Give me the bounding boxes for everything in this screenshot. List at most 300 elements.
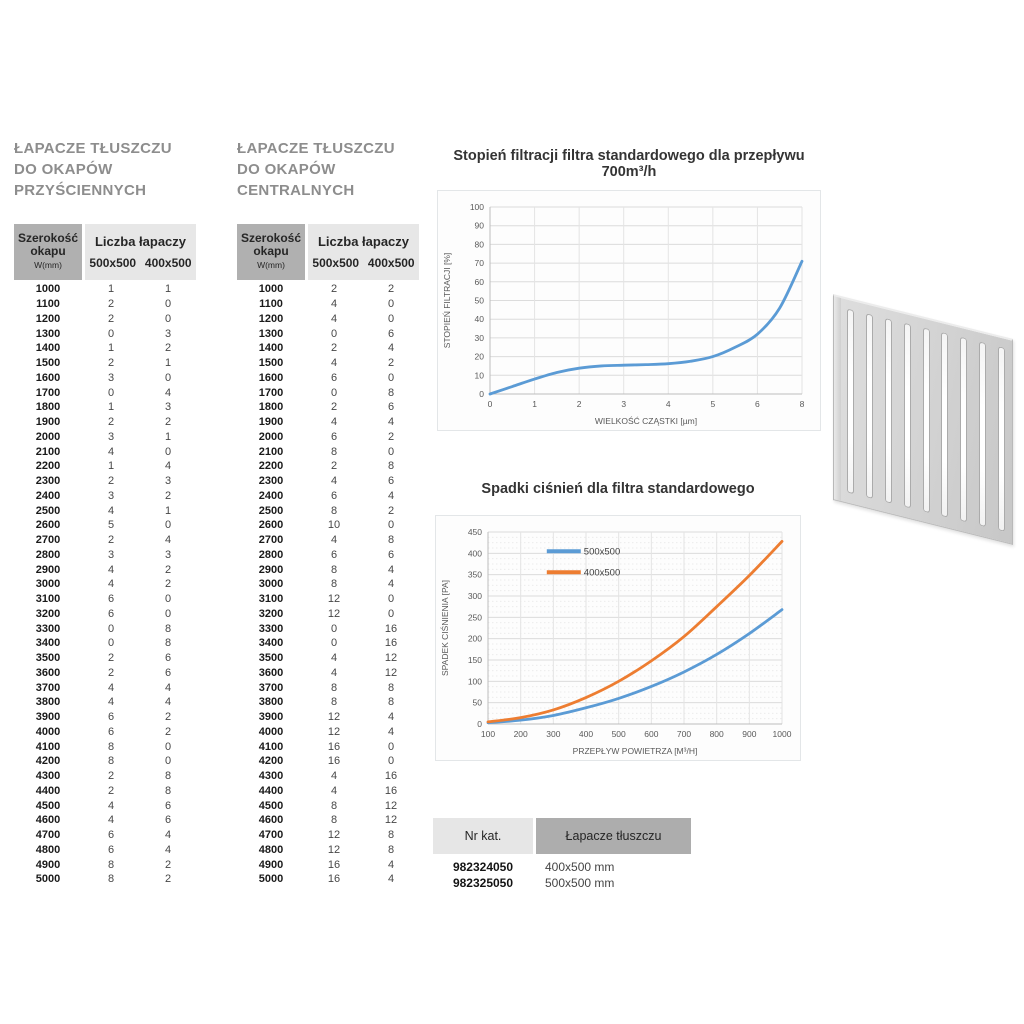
hood-width-cell: 3100 xyxy=(258,593,284,606)
trap-count-cell: 2 xyxy=(107,312,115,325)
hood-width-cell: 4300 xyxy=(258,770,284,783)
selection-table-wall xyxy=(14,224,196,887)
section-heading-wall xyxy=(14,138,196,201)
trap-count-cell: 8 xyxy=(330,445,338,458)
trap-count-cell: 2 xyxy=(107,298,115,311)
table-row xyxy=(14,784,196,799)
column-group-trap-count xyxy=(85,224,196,280)
table-row xyxy=(237,341,419,356)
trap-count-cell: 16 xyxy=(327,873,341,886)
catalog-row xyxy=(433,859,691,875)
hood-width-cell: 2100 xyxy=(35,445,61,458)
table-row xyxy=(14,474,196,489)
hood-width-cell: 3600 xyxy=(258,666,284,679)
trap-count-cell: 4 xyxy=(387,711,395,724)
trap-count-cell: 2 xyxy=(164,342,172,355)
catalog-size: 500x500 mm xyxy=(545,876,615,890)
trap-count-cell: 2 xyxy=(107,652,115,665)
trap-count-cell: 4 xyxy=(330,666,338,679)
hood-width-cell: 4100 xyxy=(258,740,284,753)
hood-width-cell: 2700 xyxy=(258,534,284,547)
trap-count-cell: 3 xyxy=(107,430,115,443)
trap-count-cell: 8 xyxy=(330,696,338,709)
trap-count-cell: 8 xyxy=(387,460,395,473)
trap-count-cell: 6 xyxy=(107,843,115,856)
trap-count-cell: 16 xyxy=(327,858,341,871)
svg-text:50: 50 xyxy=(472,697,482,708)
trap-count-cell: 4 xyxy=(387,563,395,576)
trap-count-cell: 0 xyxy=(387,298,395,311)
hood-width-cell: 4600 xyxy=(258,814,284,827)
trap-count-cell: 2 xyxy=(164,416,172,429)
hood-width-cell: 2700 xyxy=(35,534,61,547)
table-body-wall xyxy=(14,282,196,887)
trap-count-cell: 3 xyxy=(164,327,172,340)
svg-text:8: 8 xyxy=(799,399,805,409)
catalog-header xyxy=(433,818,691,854)
table-row xyxy=(14,503,196,518)
table-row xyxy=(14,562,196,577)
trap-count-cell: 1 xyxy=(107,401,115,414)
trap-count-cell: 0 xyxy=(107,386,115,399)
trap-count-cell: 4 xyxy=(164,829,172,842)
trap-count-cell: 4 xyxy=(107,696,115,709)
hood-width-cell: 1300 xyxy=(35,327,61,340)
svg-text:60: 60 xyxy=(474,276,484,287)
table-row xyxy=(237,326,419,341)
trap-count-cell: 10 xyxy=(327,519,341,532)
section-wall-hoods xyxy=(14,138,196,887)
hood-width-cell: 2300 xyxy=(35,475,61,488)
trap-count-cell: 1 xyxy=(107,283,115,296)
trap-count-cell: 6 xyxy=(164,652,172,665)
table-row xyxy=(237,843,419,858)
trap-count-cell: 0 xyxy=(164,312,172,325)
table-row xyxy=(14,739,196,754)
hood-width-cell: 2800 xyxy=(35,548,61,561)
table-row xyxy=(237,400,419,415)
trap-count-cell: 0 xyxy=(107,637,115,650)
svg-text:10: 10 xyxy=(474,370,484,381)
trap-count-cell: 8 xyxy=(387,534,395,547)
trap-count-cell: 6 xyxy=(164,799,172,812)
table-row xyxy=(237,798,419,813)
table-header xyxy=(14,224,196,280)
hood-width-cell: 1600 xyxy=(35,371,61,384)
trap-count-cell: 4 xyxy=(387,342,395,355)
table-row xyxy=(14,312,196,327)
trap-count-cell: 4 xyxy=(387,416,395,429)
table-row xyxy=(237,489,419,504)
trap-count-cell: 2 xyxy=(164,489,172,502)
hood-width-cell: 2600 xyxy=(258,519,284,532)
table-row xyxy=(237,725,419,740)
hood-width-cell: 3500 xyxy=(35,652,61,665)
trap-count-cell: 4 xyxy=(164,460,172,473)
table-row xyxy=(14,430,196,445)
hood-width-cell: 1500 xyxy=(258,357,284,370)
trap-count-cell: 0 xyxy=(164,519,172,532)
hood-width-cell: 1100 xyxy=(259,298,283,311)
hood-width-cell: 4000 xyxy=(35,725,61,738)
trap-count-cell: 2 xyxy=(330,342,338,355)
table-row xyxy=(14,400,196,415)
hood-width-cell: 1300 xyxy=(258,327,284,340)
trap-count-cell: 0 xyxy=(330,327,338,340)
hood-width-cell: 3400 xyxy=(258,637,284,650)
section-central-hoods xyxy=(237,138,419,887)
trap-count-cell: 0 xyxy=(164,298,172,311)
trap-count-cell: 2 xyxy=(330,401,338,414)
trap-count-cell: 4 xyxy=(107,445,115,458)
trap-count-cell: 3 xyxy=(107,489,115,502)
trap-count-cell: 4 xyxy=(164,843,172,856)
svg-text:0: 0 xyxy=(487,399,493,409)
svg-text:500x500: 500x500 xyxy=(583,546,621,558)
trap-count-cell: 2 xyxy=(107,770,115,783)
svg-text:90: 90 xyxy=(474,220,484,231)
table-row xyxy=(237,548,419,563)
hood-width-cell: 4700 xyxy=(35,829,61,842)
table-row xyxy=(14,415,196,430)
svg-text:6: 6 xyxy=(755,399,760,409)
trap-count-cell: 4 xyxy=(330,312,338,325)
table-body-central xyxy=(237,282,419,887)
trap-count-cell: 6 xyxy=(107,725,115,738)
table-row xyxy=(237,710,419,725)
svg-text:1000: 1000 xyxy=(772,729,792,739)
table-row xyxy=(237,739,419,754)
trap-count-cell: 4 xyxy=(107,504,115,517)
trap-count-cell: 0 xyxy=(387,312,395,325)
catalog-number: 982325050 xyxy=(452,876,514,890)
trap-count-cell: 2 xyxy=(107,784,115,797)
hood-width-cell: 1200 xyxy=(258,312,284,325)
trap-count-cell: 16 xyxy=(384,770,398,783)
table-row xyxy=(237,503,419,518)
heading-line: DO OKAPÓW xyxy=(237,161,336,178)
trap-count-cell: 8 xyxy=(107,873,115,886)
hood-width-cell: 3000 xyxy=(258,578,284,591)
svg-text:300: 300 xyxy=(546,729,561,739)
table-row xyxy=(14,607,196,622)
hood-width-cell: 3800 xyxy=(258,696,284,709)
trap-count-cell: 8 xyxy=(387,681,395,694)
table-row xyxy=(237,621,419,636)
catalog-col-nr-kat: Nr kat. xyxy=(433,818,533,854)
trap-count-cell: 0 xyxy=(387,371,395,384)
trap-count-cell: 12 xyxy=(327,843,341,856)
hood-width-cell: 1000 xyxy=(258,283,284,296)
table-row xyxy=(237,577,419,592)
hood-width-cell: 3500 xyxy=(258,652,284,665)
svg-text:0: 0 xyxy=(477,719,482,729)
hood-width-cell: 3300 xyxy=(258,622,284,635)
hood-width-cell: 5000 xyxy=(35,873,61,886)
table-row xyxy=(237,415,419,430)
table-row xyxy=(237,666,419,681)
trap-count-cell: 8 xyxy=(387,843,395,856)
svg-text:PRZEPŁYW POWIETRZA [M³/H]: PRZEPŁYW POWIETRZA [M³/H] xyxy=(572,746,698,756)
trap-count-cell: 1 xyxy=(107,460,115,473)
trap-count-cell: 8 xyxy=(387,386,395,399)
trap-count-cell: 4 xyxy=(330,416,338,429)
table-row xyxy=(14,444,196,459)
hood-width-cell: 1000 xyxy=(35,283,61,296)
trap-count-cell: 0 xyxy=(164,607,172,620)
table-row xyxy=(14,621,196,636)
table-row xyxy=(237,282,419,297)
hood-width-cell: 3900 xyxy=(35,711,61,724)
trap-count-cell: 2 xyxy=(330,283,338,296)
svg-text:800: 800 xyxy=(709,729,724,739)
svg-text:700: 700 xyxy=(676,729,692,739)
trap-count-cell: 3 xyxy=(107,371,115,384)
hood-width-cell: 1200 xyxy=(35,312,61,325)
trap-count-cell: 3 xyxy=(107,548,115,561)
hood-width-cell: 2500 xyxy=(258,504,284,517)
trap-count-cell: 4 xyxy=(164,534,172,547)
svg-text:400: 400 xyxy=(467,548,482,559)
trap-count-cell: 2 xyxy=(107,475,115,488)
trap-count-cell: 6 xyxy=(164,666,172,679)
hood-width-cell: 4500 xyxy=(258,799,284,812)
table-row xyxy=(14,636,196,651)
hood-width-cell: 3700 xyxy=(35,681,61,694)
hood-width-cell: 3100 xyxy=(35,593,61,606)
trap-count-cell: 0 xyxy=(330,637,338,650)
pressure-drop-chart xyxy=(435,515,801,761)
trap-count-cell: 6 xyxy=(107,593,115,606)
trap-count-cell: 6 xyxy=(107,829,115,842)
filter-slots xyxy=(847,308,1005,531)
hood-width-cell: 1100 xyxy=(36,298,60,311)
filter-slot xyxy=(941,332,948,518)
hood-width-cell: 1400 xyxy=(35,342,61,355)
svg-text:200: 200 xyxy=(467,633,482,644)
trap-count-cell: 8 xyxy=(164,770,172,783)
svg-text:350: 350 xyxy=(467,569,482,580)
trap-count-cell: 4 xyxy=(164,681,172,694)
trap-count-cell: 2 xyxy=(107,357,115,370)
table-row xyxy=(237,385,419,400)
hood-width-cell: 4700 xyxy=(258,829,284,842)
trap-count-cell: 1 xyxy=(164,504,172,517)
filtration-efficiency-chart xyxy=(437,190,821,431)
trap-count-cell: 0 xyxy=(387,593,395,606)
table-row xyxy=(237,607,419,622)
size-column-400x500: 400x500 xyxy=(144,255,192,270)
trap-count-cell: 6 xyxy=(330,548,338,561)
header-unit: W(mm) xyxy=(34,260,62,270)
trap-count-cell: 0 xyxy=(164,371,172,384)
trap-count-cell: 2 xyxy=(107,416,115,429)
table-row xyxy=(237,680,419,695)
svg-text:100: 100 xyxy=(480,729,496,739)
trap-count-cell: 0 xyxy=(387,755,395,768)
column-header-hood-width xyxy=(14,224,82,280)
trap-count-cell: 3 xyxy=(164,548,172,561)
trap-count-cell: 6 xyxy=(330,489,338,502)
trap-count-cell: 8 xyxy=(387,696,395,709)
svg-text:50: 50 xyxy=(474,295,484,306)
trap-count-cell: 5 xyxy=(107,519,115,532)
trap-count-cell: 16 xyxy=(384,622,398,635)
table-row xyxy=(237,459,419,474)
hood-width-cell: 1700 xyxy=(258,386,284,399)
table-row xyxy=(14,282,196,297)
trap-count-cell: 1 xyxy=(107,342,115,355)
table-row xyxy=(237,695,419,710)
trap-count-cell: 4 xyxy=(107,681,115,694)
trap-count-cell: 8 xyxy=(330,799,338,812)
trap-count-cell: 3 xyxy=(164,475,172,488)
trap-count-cell: 8 xyxy=(330,578,338,591)
trap-count-cell: 8 xyxy=(330,681,338,694)
svg-text:400: 400 xyxy=(578,729,594,739)
trap-count-cell: 12 xyxy=(327,607,341,620)
hood-width-cell: 2900 xyxy=(258,563,284,576)
trap-count-cell: 0 xyxy=(387,607,395,620)
trap-count-cell: 4 xyxy=(387,725,395,738)
hood-width-cell: 3900 xyxy=(258,711,284,724)
trap-count-cell: 0 xyxy=(330,386,338,399)
svg-text:2: 2 xyxy=(576,399,582,409)
table-row xyxy=(237,828,419,843)
chart-title-filtration: Stopień filtracji filtra standardowego dla przepływu 700m³/h xyxy=(453,148,805,180)
svg-text:600: 600 xyxy=(644,729,659,739)
table-row xyxy=(14,385,196,400)
trap-count-cell: 2 xyxy=(164,711,172,724)
hood-width-cell: 1900 xyxy=(35,416,61,429)
svg-text:150: 150 xyxy=(467,655,482,665)
filter-slot xyxy=(923,327,930,513)
trap-count-cell: 2 xyxy=(164,725,172,738)
column-group-trap-count xyxy=(308,224,419,280)
table-row xyxy=(237,297,419,312)
header-label: Szerokość okapu xyxy=(240,231,302,258)
table-row xyxy=(14,651,196,666)
hood-width-cell: 4900 xyxy=(258,858,284,871)
table-row xyxy=(237,754,419,769)
table-row xyxy=(14,489,196,504)
table-row xyxy=(14,592,196,607)
trap-count-cell: 4 xyxy=(330,475,338,488)
trap-count-cell: 6 xyxy=(387,548,395,561)
trap-count-cell: 6 xyxy=(387,475,395,488)
svg-text:450: 450 xyxy=(467,527,482,537)
trap-count-cell: 0 xyxy=(107,327,115,340)
filter-slot xyxy=(885,318,892,504)
svg-text:0: 0 xyxy=(479,389,484,399)
table-row xyxy=(14,666,196,681)
trap-count-cell: 3 xyxy=(164,401,172,414)
catalog-row xyxy=(433,875,691,891)
trap-count-cell: 6 xyxy=(164,814,172,827)
hood-width-cell: 4300 xyxy=(35,770,61,783)
trap-count-cell: 2 xyxy=(387,357,395,370)
trap-count-cell: 6 xyxy=(330,430,338,443)
trap-count-cell: 1 xyxy=(164,430,172,443)
column-header-hood-width xyxy=(237,224,305,280)
hood-width-cell: 3000 xyxy=(35,578,61,591)
trap-count-cell: 12 xyxy=(327,711,341,724)
table-row xyxy=(237,857,419,872)
hood-width-cell: 4400 xyxy=(35,784,61,797)
trap-count-cell: 8 xyxy=(107,740,115,753)
trap-count-cell: 2 xyxy=(387,430,395,443)
hood-width-cell: 1800 xyxy=(258,401,284,414)
table-row xyxy=(14,326,196,341)
table-row xyxy=(237,651,419,666)
trap-count-cell: 1 xyxy=(164,357,172,370)
hood-width-cell: 2600 xyxy=(35,519,61,532)
filter-slot xyxy=(998,346,1005,532)
trap-count-cell: 4 xyxy=(387,858,395,871)
heading-line: CENTRALNYCH xyxy=(237,182,355,199)
hood-width-cell: 4600 xyxy=(35,814,61,827)
table-row xyxy=(14,297,196,312)
header-unit: W(mm) xyxy=(257,260,285,270)
trap-count-cell: 4 xyxy=(164,696,172,709)
hood-width-cell: 1500 xyxy=(35,357,61,370)
table-row xyxy=(237,430,419,445)
trap-count-cell: 4 xyxy=(330,770,338,783)
table-row xyxy=(14,518,196,533)
hood-width-cell: 4400 xyxy=(258,784,284,797)
table-row xyxy=(237,371,419,386)
table-row xyxy=(14,769,196,784)
svg-text:900: 900 xyxy=(742,729,757,739)
trap-count-cell: 2 xyxy=(107,666,115,679)
trap-count-cell: 4 xyxy=(387,489,395,502)
filter-slot xyxy=(979,341,986,527)
trap-count-cell: 4 xyxy=(107,578,115,591)
trap-count-cell: 12 xyxy=(327,725,341,738)
table-row xyxy=(237,474,419,489)
hood-width-cell: 1700 xyxy=(35,386,61,399)
table-row xyxy=(14,341,196,356)
chart-title-pressure-drop: Spadki ciśnień dla filtra standardowego xyxy=(481,481,755,497)
trap-count-cell: 0 xyxy=(164,593,172,606)
table-row xyxy=(14,754,196,769)
svg-text:200: 200 xyxy=(513,729,528,739)
hood-width-cell: 4100 xyxy=(35,740,61,753)
trap-count-cell: 2 xyxy=(330,460,338,473)
trap-count-cell: 2 xyxy=(164,578,172,591)
heading-line: ŁAPACZE TŁUSZCZU xyxy=(237,140,395,157)
trap-count-cell: 8 xyxy=(164,622,172,635)
trap-count-cell: 8 xyxy=(330,504,338,517)
hood-width-cell: 2300 xyxy=(258,475,284,488)
table-row xyxy=(237,769,419,784)
trap-count-cell: 4 xyxy=(330,298,338,311)
heading-line: DO OKAPÓW xyxy=(14,161,113,178)
table-row xyxy=(237,312,419,327)
table-row xyxy=(14,843,196,858)
trap-count-cell: 2 xyxy=(164,873,172,886)
hood-width-cell: 4800 xyxy=(258,843,284,856)
svg-text:5: 5 xyxy=(710,399,716,409)
hood-width-cell: 4800 xyxy=(35,843,61,856)
svg-text:300: 300 xyxy=(467,591,482,601)
hood-width-cell: 4000 xyxy=(258,725,284,738)
table-row xyxy=(14,680,196,695)
trap-count-cell: 8 xyxy=(164,784,172,797)
filter-slot xyxy=(847,308,854,494)
svg-text:3: 3 xyxy=(621,399,627,409)
trap-count-cell: 0 xyxy=(387,445,395,458)
